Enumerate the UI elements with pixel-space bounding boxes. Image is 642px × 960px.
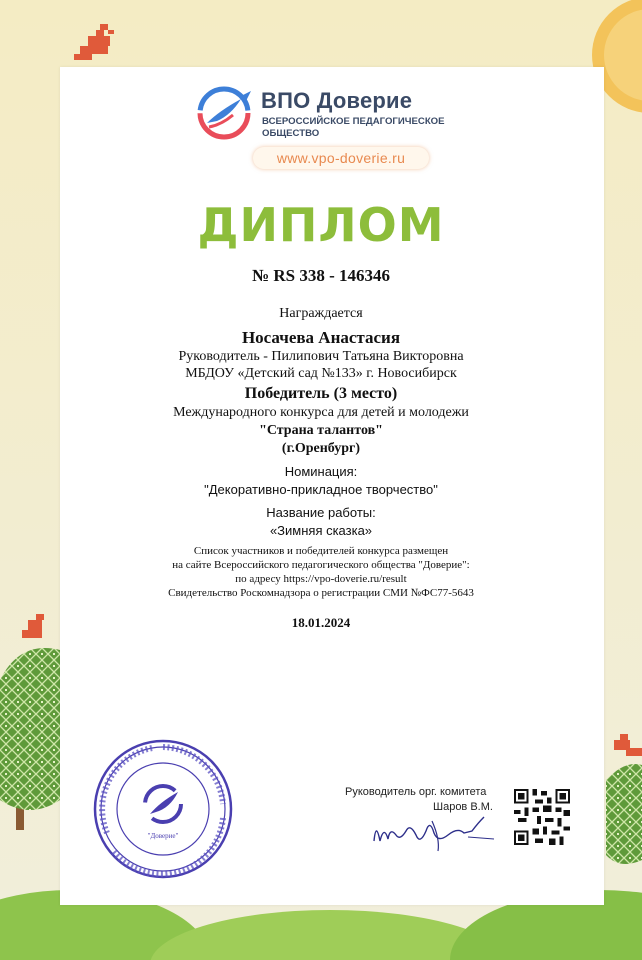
brand-subtitle: ВСЕРОССИЙСКОЕ ПЕДАГОГИЧЕСКОЕ ОБЩЕСТВО: [262, 116, 445, 139]
signature-name: Шаров В.М.: [433, 801, 493, 813]
stamp-center-text: "Доверие": [147, 832, 179, 840]
institution: МБДОУ «Детский сад №133» г. Новосибирск: [185, 366, 457, 381]
notice-line-4: Свидетельство Роскомнадзора о регистрации СМИ №ФС77-5643: [168, 587, 474, 599]
brand-name: ВПО Доверие: [261, 88, 413, 113]
contest-name: "Страна талантов": [259, 423, 383, 438]
qr-code-icon[interactable]: [512, 787, 572, 847]
diploma-title: ДИПЛОМ: [197, 198, 445, 252]
work-title: «Зимняя сказка»: [269, 523, 373, 538]
signature-label: Руководитель орг. комитета: [345, 786, 487, 798]
nomination-label: Номинация:: [284, 464, 358, 479]
work-label: Название работы:: [266, 505, 376, 520]
notice-line-3: по адресу https://vpo-doverie.ru/result: [235, 573, 407, 585]
notice-line-2: на сайте Всероссийского педагогического общества "Доверие":: [172, 559, 470, 571]
recipient-name: Носачева Анастасия: [241, 328, 401, 347]
notice-line-1: Список участников и победителей конкурса размещен: [193, 545, 449, 557]
issue-date: 18.01.2024: [291, 615, 351, 630]
contest-city: (г.Оренбург): [281, 441, 361, 456]
awarded-label: Награждается: [279, 306, 363, 321]
doverie-logo-icon: [195, 85, 255, 141]
supervisor: Руководитель - Пилипович Татьяна Викторовна: [178, 349, 464, 364]
contest-type: Международного конкурса для детей и молодежи: [173, 405, 469, 420]
place-award: Победитель (3 место): [244, 385, 398, 402]
nomination-value: "Декоративно-прикладное творчество": [204, 482, 438, 497]
website-link[interactable]: www.vpo-doverie.ru: [253, 147, 429, 169]
handwritten-signature: [368, 805, 508, 855]
official-stamp-icon: [92, 738, 234, 880]
diploma-number: № RS 338 - 146346: [252, 266, 390, 285]
